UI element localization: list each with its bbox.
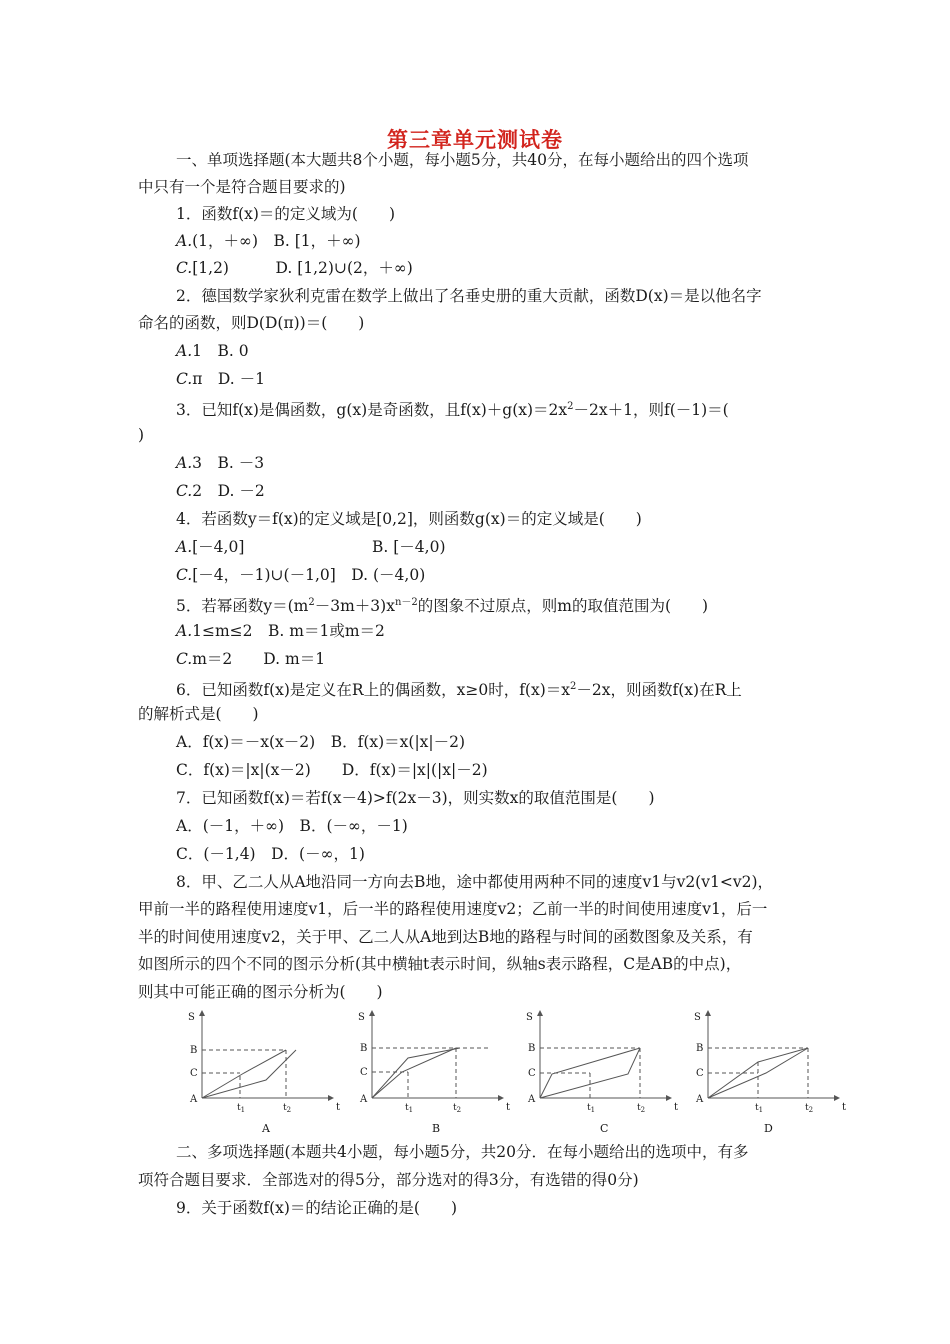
- fig-d-t1-label: $t_1$: [755, 1103, 764, 1114]
- q8-stem-line1: 8．甲、乙二人从A地沿同一方向去B地，途中都使用两种不同的速度v1与v2(v1<v2)，: [176, 873, 774, 891]
- q8-stem-line3: 半的时间使用速度v2，关于甲、乙二人从A地到达B地的路程与时间的函数图象及关系，有: [138, 928, 753, 946]
- q5-stem: 5．若幂函数$y=(m^2-3m+3)x^{n-2}$的图象不过原点，则m的取值范围为( ): [176, 597, 709, 615]
- q4-stem: 4．若函数y＝f(x)的定义域是[0,2]，则函数g(x)＝的定义域是( ): [176, 510, 642, 528]
- q2-stem-line1: 2．德国数学家狄利克雷在数学上做出了名垂史册的重大贡献，函数D(x)＝是以他名字: [176, 287, 762, 305]
- fig-d-s-label: S: [694, 1012, 701, 1023]
- q6-options-cd: C．f(x)＝|x|(x－2) D．f(x)＝|x|(|x|－2): [176, 761, 488, 779]
- figure-c: [518, 1010, 688, 1136]
- q5-options-cd: C.m＝2 D. m＝1: [176, 650, 326, 668]
- fig-c-b-label: B: [528, 1043, 536, 1054]
- fig-c-t1-label: $t_1$: [587, 1103, 596, 1114]
- fig-a-t2-label: $t_2$: [283, 1103, 292, 1114]
- fig-c-caption: C: [600, 1122, 609, 1135]
- q4-options-cd: C.[－4，－1)∪(－1,0] D. (－4,0): [176, 566, 426, 584]
- fig-d-b-label: B: [696, 1043, 704, 1054]
- fig-b-t-label: t: [506, 1102, 511, 1113]
- page-title: 第三章单元测试卷: [387, 127, 563, 152]
- q3-stem-line2: ): [138, 426, 145, 444]
- q8-stem-line5: 则其中可能正确的图示分析为( ): [138, 983, 383, 1001]
- q7-stem: 7．已知函数f(x)＝若f(x－4)>f(2x－3)，则实数x的取值范围是( ): [176, 789, 655, 807]
- fig-d-t2-label: $t_2$: [805, 1103, 814, 1114]
- q1-options-ab: A.(1，＋∞) B. [1，＋∞): [176, 232, 361, 250]
- q8-stem-line4: 如图所示的四个不同的图示分析(其中横轴t表示时间，纵轴s表示路程，C是AB的中点)，: [138, 955, 742, 973]
- fig-a-t1-label: $t_1$: [237, 1103, 246, 1114]
- fig-b-s-label: S: [358, 1012, 365, 1023]
- q6-stem-line1: 6．已知函数f(x)是定义在R上的偶函数，x≥0时，$f(x)=x^2-2x$，则函数f(x)在R上: [176, 681, 742, 699]
- section1-line2: 中只有一个是符合题目要求的): [138, 178, 346, 196]
- q2-options-cd: C.π D. －1: [176, 370, 266, 388]
- q2-options-ab: A.1 B. 0: [176, 342, 249, 360]
- q4-option-b: B. [－4,0): [372, 538, 446, 556]
- q3-stem-line1: 3．已知f(x)是偶函数，g(x)是奇函数，且$f(x)+g(x)=2x^2-2x+1$，则f(－1)＝(: [176, 401, 729, 419]
- section2-line2: 项符合题目要求．全部选对的得5分，部分选对的得3分，有选错的得0分): [138, 1171, 639, 1189]
- q7-options-cd: C．(－1,4) D．(－∞，1): [176, 845, 365, 863]
- q8-stem-line2: 甲前一半的路程使用速度v1，后一半的路程使用速度v2；乙前一半的时间使用速度v1，后一: [138, 900, 768, 918]
- section1-line1: 一、单项选择题(本大题共8个小题，每小题5分，共40分，在每小题给出的四个选项: [176, 151, 749, 169]
- fig-a-t-label: t: [336, 1102, 341, 1113]
- fig-a-c-label: C: [190, 1068, 198, 1079]
- q1-stem: 1．函数f(x)＝的定义域为( ): [176, 205, 396, 223]
- q2-stem-line2: 命名的函数，则D(D(π))＝( ): [138, 314, 365, 332]
- fig-b-c-label: C: [360, 1067, 368, 1078]
- figure-b: [350, 1010, 520, 1136]
- fig-c-s-label: S: [526, 1012, 533, 1023]
- q6-stem-line2: 的解析式是( ): [138, 705, 259, 723]
- fig-d-a-label: A: [696, 1094, 704, 1105]
- q1-options-cd: C.[1,2) D. [1,2)∪(2，＋∞): [176, 259, 413, 277]
- q5-options-ab: A.1≤m≤2 B. m＝1或m＝2: [176, 622, 385, 640]
- fig-c-c-label: C: [528, 1068, 536, 1079]
- q3-options-cd: C.2 D. －2: [176, 482, 265, 500]
- figure-d: [686, 1010, 856, 1136]
- fig-b-a-label: A: [360, 1094, 368, 1105]
- fig-c-t2-label: $t_2$: [637, 1103, 646, 1114]
- fig-b-t1-label: $t_1$: [405, 1103, 414, 1114]
- fig-b-b-label: B: [360, 1043, 368, 1054]
- figure-a: [180, 1010, 350, 1136]
- fig-a-s-label: S: [188, 1012, 195, 1023]
- fig-c-a-label: A: [528, 1094, 536, 1105]
- fig-a-caption: A: [262, 1122, 270, 1135]
- fig-b-t2-label: $t_2$: [453, 1103, 462, 1114]
- fig-a-b-label: B: [190, 1045, 198, 1056]
- q6-options-ab: A．f(x)＝－x(x－2) B．f(x)＝x(|x|－2): [176, 733, 466, 751]
- fig-a-a-label: A: [190, 1094, 198, 1105]
- q9-stem: 9．关于函数f(x)＝的结论正确的是( ): [176, 1199, 458, 1217]
- q3-options-ab: A.3 B. －3: [176, 454, 265, 472]
- fig-b-caption: B: [432, 1122, 441, 1135]
- q4-option-a: A.[－4,0]: [176, 538, 245, 556]
- fig-d-caption: D: [764, 1122, 773, 1135]
- fig-c-t-label: t: [674, 1102, 679, 1113]
- fig-d-t-label: t: [842, 1102, 847, 1113]
- q7-options-ab: A．(－1，＋∞) B．(－∞，－1): [176, 817, 408, 835]
- section2-line1: 二、多项选择题(本题共4小题，每小题5分，共20分．在每小题给出的选项中，有多: [176, 1143, 749, 1161]
- fig-d-c-label: C: [696, 1068, 704, 1079]
